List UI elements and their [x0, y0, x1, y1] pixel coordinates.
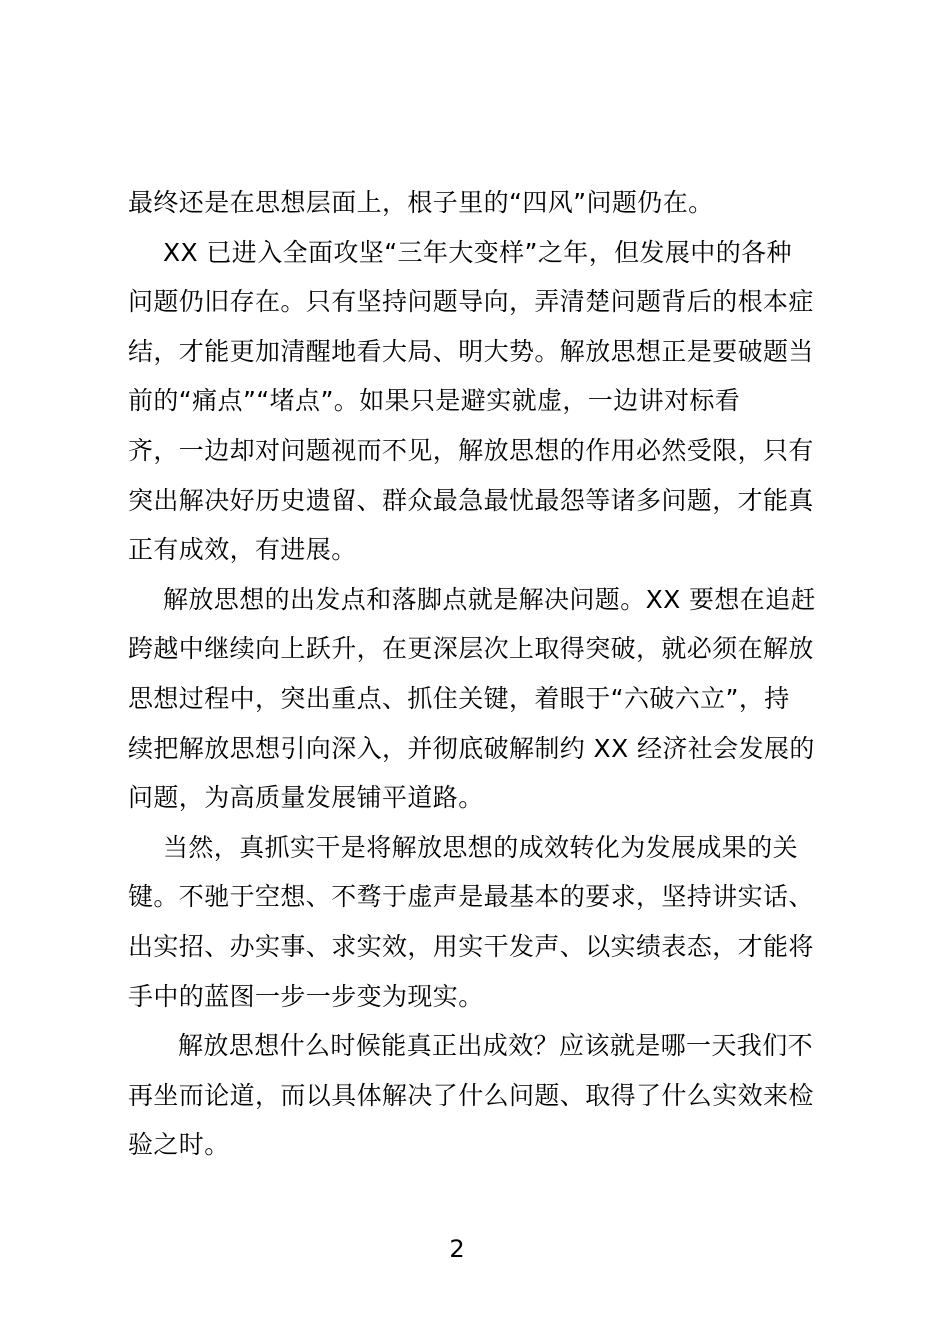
- text-line: 思想过程中，突出重点、抓住关键，着眼于“六破六立”，持: [128, 684, 790, 713]
- text-line: 结，才能更加清醒地看大局、明大势。解放思想正是要破题当: [128, 337, 814, 366]
- text-line: 突出解决好历史遗留、群众最急最忧最怨等诸多问题，才能真: [128, 486, 814, 515]
- text-line: 问题，为高质量发展铺平道路。: [128, 783, 484, 812]
- text-line: 续把解放思想引向深入，并彻底破解制约 XX 经济社会发展的: [128, 734, 815, 763]
- text-line: 再坐而论道，而以具体解决了什么问题、取得了什么实效来检: [128, 1081, 814, 1110]
- text-line: 齐，一边却对问题视而不见，解放思想的作用必然受限，只有: [128, 436, 814, 465]
- text-line: 出实招、办实事、求实效，用实干发声、以实绩表态，才能将: [128, 932, 814, 961]
- text-line: 手中的蓝图一步一步变为现实。: [128, 982, 484, 1011]
- text-line: 当然，真抓实干是将解放思想的成效转化为发展成果的关: [163, 833, 799, 862]
- text-line: 问题仍旧存在。只有坚持问题导向，弄清楚问题背后的根本症: [128, 287, 814, 316]
- text-line: 解放思想什么时候能真正出成效？应该就是哪一天我们不: [178, 1031, 814, 1060]
- text-line: 验之时。: [128, 1130, 230, 1159]
- text-line: 正有成效，有进展。: [128, 535, 357, 564]
- text-line: 解放思想的出发点和落脚点就是解决问题。XX 要想在追赶: [163, 585, 817, 614]
- text-line: 跨越中继续向上跃升，在更深层次上取得突破，就必须在解放: [128, 634, 814, 663]
- text-line: XX 已进入全面攻坚“三年大变样”之年，但发展中的各种: [163, 238, 792, 267]
- page-number: 2: [449, 1235, 465, 1263]
- text-line: 最终还是在思想层面上，根子里的“四风”问题仍在。: [128, 188, 714, 217]
- text-line: 键。不驰于空想、不骛于虚声是最基本的要求，坚持讲实话、: [128, 882, 814, 911]
- text-line: 前的“痛点”“堵点”。如果只是避实就虚，一边讲对标看: [128, 386, 741, 415]
